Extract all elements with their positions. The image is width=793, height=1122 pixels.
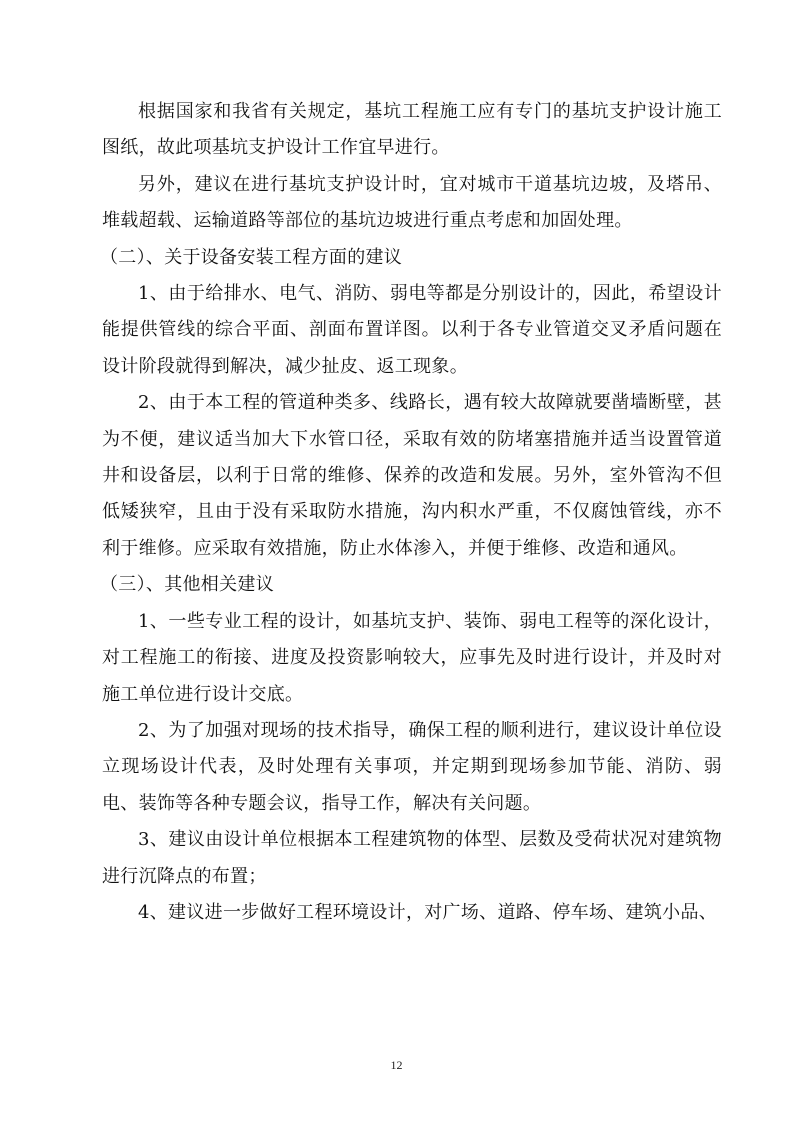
- document-body: [102, 94, 722, 931]
- paragraph-specialized-design: 1、一些专业工程的设计，如基坑支护、装饰、弱电工程等的深化设计，对工程施工的衔接、进度及投资影响较大，应事先及时进行设计，并及时对施工单位进行设计交底。: [102, 610, 722, 705]
- paragraph-settlement-points: 3、建议由设计单位根据本工程建筑物的体型、层数及受荷状况对建筑物进行沉降点的布置；: [102, 829, 722, 887]
- paragraph-site-design-representative: 2、为了加强对现场的技术指导，确保工程的顺利进行，建议设计单位设立现场设计代表，及时处理有关事项，并定期到现场参加节能、消防、弱电、装饰等各种专题会议，指导工作，解决有关问题。: [102, 719, 722, 814]
- paragraph-foundation-pit-drawings: 根据国家和我省有关规定，基坑工程施工应有专门的基坑支护设计施工图纸，故此项基坑支护设计工作宜早进行。: [102, 101, 722, 159]
- section-heading-other-suggestions: （三）、其他相关建议: [100, 574, 274, 596]
- paragraph-environment-design: 4、建议进一步做好工程环境设计，对广场、道路、停车场、建筑小品、: [138, 901, 718, 923]
- paragraph-pipeline-layout: 1、由于给排水、电气、消防、弱电等都是分别设计的，因此，希望设计能提供管线的综合平面、剖面布置详图。以利于各专业管道交叉矛盾问题在设计阶段就得到解决，减少扯皮、返工现象。: [102, 283, 722, 377]
- paragraph-slope-reinforcement: 另外，建议在进行基坑支护设计时，宜对城市干道基坑边坡，及塔吊、堆载超载、运输道路等部位的基坑边坡进行重点考虑和加固处理。: [102, 173, 722, 232]
- section-heading-equipment-installation: （二）、关于设备安装工程方面的建议: [100, 246, 403, 268]
- page-number: 12: [390, 1058, 403, 1072]
- paragraph-pipe-maintenance: 2、由于本工程的管道种类多、线路长，遇有较大故障就要凿墙断壁，甚为不便，建议适当加大下水管口径，采取有效的防堵塞措施并适当设置管道井和设备层，以利于日常的维修、保养的改造和发展。另外，室外管沟不但低矮狭窄，且由于没有采取防水措施，沟内积水严重，不仅腐蚀管线，亦不利于维修。应采取有效措施，防止水体渗入，并便于维修、改造和通风。: [102, 392, 722, 559]
